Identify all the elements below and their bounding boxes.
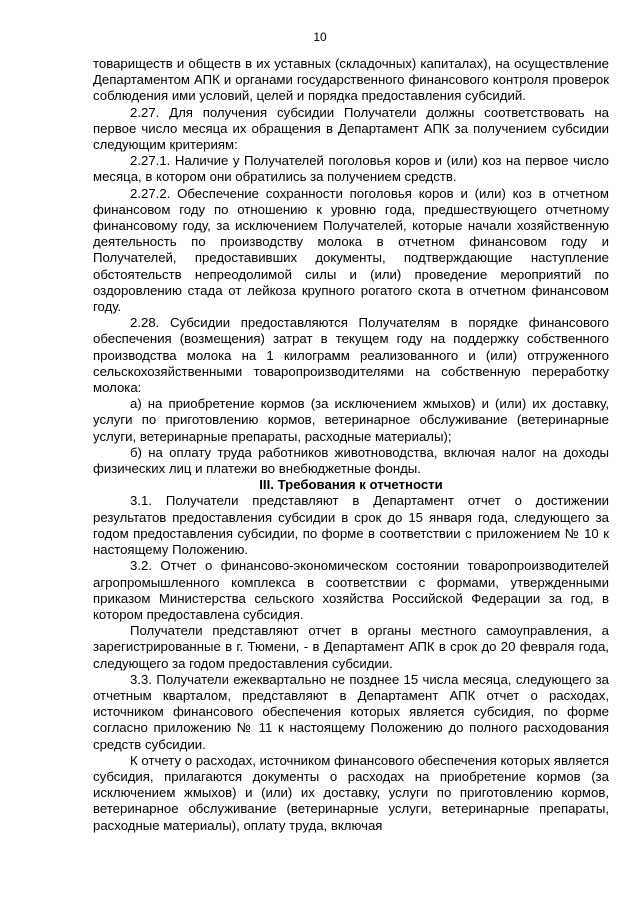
paragraph-2-27-1: 2.27.1. Наличие у Получателей поголовья коров и (или) коз на первое число месяца, в котором они обратились за получением средств. <box>93 153 609 185</box>
paragraph-3-1: 3.1. Получатели представляют в Департамент отчет о достижении результатов предоставления субсидии в срок до 15 января года, следующего за годом предоставления субсидии, по форме в соответствии с приложением № 10 к настоящему Положению. <box>93 493 609 558</box>
paragraph-2-27: 2.27. Для получения субсидии Получатели должны соответствовать на первое число месяца их обращения в Департамент АПК за получением субсидии следующим критериям: <box>93 104 609 153</box>
paragraph-2-27-2: 2.27.2. Обеспечение сохранности поголовья коров и (или) коз в отчетном финансовом году по отношению к уровню года, предшествующего отчетному финансовому году, за исключением Получателей, которые начали хозяйственную деятельность по производству молока в отчетном финансовом году и Получателей, предоставивших документы, подтверждающие наступление обстоятельств непреодолимой силы и (или) проведение мероприятий по оздоровлению стада от лейкоза крупного рогатого скота в отчетном финансовом году. <box>93 185 609 315</box>
paragraph-expense-report: К отчету о расходах, источником финансового обеспечения которых является субсидия, прилагаются документы о расходах на приобретение кормов (за исключением жмыхов) и (или) их доставку, услуги по приготовлению кормов, ветеринарное обслуживание (ветеринарные услуги, ветеринарные препараты, расходные материалы), оплату труда, включая <box>93 752 609 833</box>
paragraph-continuation: товариществ и обществ в их уставных (складочных) капиталах), на осуществление Департаментом АПК и органами государственного финансового контроля проверок соблюдения ими условий, целей и порядка предоставления субсидий. <box>93 56 609 104</box>
paragraph-3-3: 3.3. Получатели ежеквартально не позднее 15 числа месяца, следующего за отчетным кварталом, представляют в Департамент АПК отчет о расходах, источником финансового обеспечения которых является субсидия, по форме согласно приложению № 11 к настоящему Положению до полного расходования средств субсидии. <box>93 671 609 752</box>
paragraph-3-2-reporting: Получатели представляют отчет в органы местного самоуправления, а зарегистрированные в г. Тюмени, - в Департамент АПК в срок до 20 февраля года, следующего за годом предоставления субсидии. <box>93 623 609 671</box>
paragraph-3-2: 3.2. Отчет о финансово-экономическом состоянии товаропроизводителей агропромышленного комплекса в соответствии с формами, утвержденными приказом Министерства сельского хозяйства Российской Федерации за год, в котором предоставлена субсидия. <box>93 558 609 622</box>
paragraph-item-b: б) на оплату труда работников животноводства, включая налог на доходы физических лиц и платежи во внебюджетные фонды. <box>93 444 609 477</box>
document-body <box>93 56 609 834</box>
section-title: III. Требования к отчетности <box>259 477 443 493</box>
paragraph-item-a: а) на приобретение кормов (за исключением жмыхов) и (или) их доставку, услуги по приготовлению кормов, ветеринарное обслуживание (ветеринарные услуги, ветеринарные препараты, расходные материалы); <box>93 396 609 444</box>
page-number: 10 <box>313 30 327 44</box>
paragraph-2-28: 2.28. Субсидии предоставляются Получателям в порядке финансового обеспечения (возмещения) затрат в текущем году на поддержку собственного производства молока на 1 килограмм реализованного и (или) отгруженного сельскохозяйственными товаропроизводителями на собственную переработку молока: <box>93 315 609 396</box>
